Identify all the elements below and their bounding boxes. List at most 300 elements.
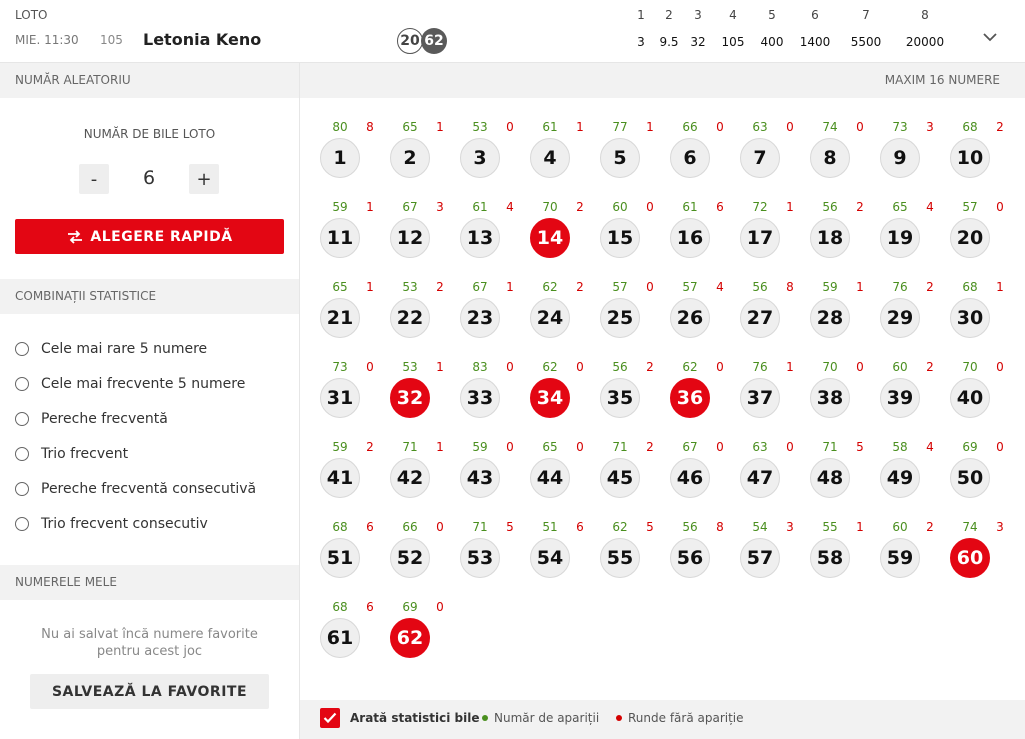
number-cell bbox=[600, 280, 670, 360]
appearances-count: 71 bbox=[402, 440, 418, 454]
number-ball[interactable]: 2 bbox=[390, 138, 430, 178]
rounds-without-count: 2 bbox=[926, 360, 934, 374]
number-cell bbox=[390, 600, 460, 680]
appearances-count: 68 bbox=[332, 520, 348, 534]
show-stats-checkbox[interactable] bbox=[320, 708, 340, 728]
drawn-ball: 62 bbox=[421, 28, 447, 54]
number-cell bbox=[600, 440, 670, 520]
appearances-count: 60 bbox=[892, 520, 908, 534]
number-ball[interactable]: 59 bbox=[880, 538, 920, 578]
number-cell bbox=[880, 520, 950, 600]
rounds-without-count: 0 bbox=[996, 200, 1004, 214]
drawn-balls bbox=[397, 28, 447, 54]
rounds-without-count: 1 bbox=[366, 200, 374, 214]
odds-value: 400 bbox=[760, 35, 784, 49]
legend-label: Runde fără apariție bbox=[628, 711, 744, 725]
number-cell bbox=[810, 520, 880, 600]
number-ball[interactable]: 47 bbox=[740, 458, 780, 498]
rounds-without-count: 4 bbox=[506, 200, 514, 214]
rounds-without-count: 1 bbox=[436, 120, 444, 134]
odds-hits: 5 bbox=[768, 8, 776, 22]
appearances-count: 80 bbox=[332, 120, 348, 134]
odds-hits: 2 bbox=[665, 8, 673, 22]
number-cell bbox=[530, 520, 600, 600]
appearances-count: 60 bbox=[892, 360, 908, 374]
radio-label: Trio frecvent consecutiv bbox=[41, 516, 208, 532]
appearances-count: 68 bbox=[962, 280, 978, 294]
radio-label: Pereche frecventă bbox=[41, 411, 168, 427]
number-ball[interactable]: 8 bbox=[810, 138, 850, 178]
appearances-count: 71 bbox=[612, 440, 628, 454]
appearances-count: 77 bbox=[612, 120, 628, 134]
red-dot-icon bbox=[616, 715, 622, 721]
number-ball[interactable]: 44 bbox=[530, 458, 570, 498]
appearances-count: 65 bbox=[332, 280, 348, 294]
number-ball[interactable]: 62 bbox=[390, 618, 430, 658]
appearances-count: 56 bbox=[752, 280, 768, 294]
number-ball[interactable]: 27 bbox=[740, 298, 780, 338]
number-ball[interactable]: 22 bbox=[390, 298, 430, 338]
number-cell bbox=[950, 520, 1020, 600]
number-ball[interactable]: 15 bbox=[600, 218, 640, 258]
odds-value: 105 bbox=[721, 35, 745, 49]
number-ball[interactable]: 30 bbox=[950, 298, 990, 338]
appearances-count: 72 bbox=[752, 200, 768, 214]
rounds-without-count: 0 bbox=[996, 360, 1004, 374]
rounds-without-count: 1 bbox=[856, 280, 864, 294]
rounds-without-count: 6 bbox=[716, 200, 724, 214]
appearances-count: 70 bbox=[822, 360, 838, 374]
odds-hits: 7 bbox=[862, 8, 870, 22]
increment-button[interactable]: + bbox=[189, 164, 219, 194]
odds-column bbox=[718, 8, 748, 49]
number-ball[interactable]: 29 bbox=[880, 298, 920, 338]
odds-value: 5500 bbox=[850, 35, 882, 49]
rounds-without-count: 1 bbox=[436, 440, 444, 454]
number-cell bbox=[950, 120, 1020, 200]
number-ball[interactable]: 42 bbox=[390, 458, 430, 498]
number-ball[interactable]: 38 bbox=[810, 378, 850, 418]
number-cell bbox=[740, 200, 810, 280]
number-cell bbox=[460, 360, 530, 440]
radio-icon bbox=[15, 447, 29, 461]
favorites-empty-message bbox=[0, 626, 299, 660]
number-cell bbox=[530, 200, 600, 280]
number-cell bbox=[670, 120, 740, 200]
draw-number: 105 bbox=[100, 33, 123, 47]
shuffle-icon bbox=[66, 229, 84, 245]
rounds-without-count: 3 bbox=[926, 120, 934, 134]
number-cell bbox=[950, 440, 1020, 520]
rounds-without-count: 2 bbox=[856, 200, 864, 214]
rounds-without-count: 2 bbox=[926, 280, 934, 294]
balls-count-label: NUMĂR DE BILE LOTO bbox=[83, 127, 216, 141]
number-cell bbox=[460, 520, 530, 600]
number-cell bbox=[880, 360, 950, 440]
appearances-count: 70 bbox=[542, 200, 558, 214]
odds-hits: 4 bbox=[729, 8, 737, 22]
appearances-count: 68 bbox=[962, 120, 978, 134]
appearances-count: 54 bbox=[752, 520, 768, 534]
rounds-without-count: 0 bbox=[716, 120, 724, 134]
favorites-section-title: NUMERELE MELE bbox=[0, 565, 299, 600]
appearances-count: 59 bbox=[332, 440, 348, 454]
rounds-without-count: 2 bbox=[996, 120, 1004, 134]
combinations-section-title: COMBINAȚII STATISTICE bbox=[0, 279, 299, 314]
number-ball[interactable]: 32 bbox=[390, 378, 430, 418]
radio-consecutive-pair[interactable] bbox=[15, 481, 256, 497]
number-cell bbox=[740, 280, 810, 360]
number-ball[interactable]: 23 bbox=[460, 298, 500, 338]
number-cell bbox=[950, 200, 1020, 280]
appearances-count: 69 bbox=[402, 600, 418, 614]
appearances-count: 73 bbox=[332, 360, 348, 374]
odds-hits: 1 bbox=[637, 8, 645, 22]
quick-pick-button[interactable] bbox=[15, 219, 284, 254]
rounds-without-count: 2 bbox=[646, 360, 654, 374]
number-cell bbox=[390, 280, 460, 360]
rounds-without-count: 5 bbox=[856, 440, 864, 454]
appearances-count: 56 bbox=[682, 520, 698, 534]
number-ball[interactable]: 56 bbox=[670, 538, 710, 578]
number-ball[interactable]: 61 bbox=[320, 618, 360, 658]
number-ball[interactable]: 46 bbox=[670, 458, 710, 498]
number-ball[interactable]: 21 bbox=[320, 298, 360, 338]
max-numbers-label: MAXIM 16 NUMERE bbox=[300, 63, 1025, 98]
number-ball[interactable]: 19 bbox=[880, 218, 920, 258]
rounds-without-count: 2 bbox=[576, 280, 584, 294]
number-cell bbox=[880, 200, 950, 280]
number-cell bbox=[810, 200, 880, 280]
radio-frequent-trio[interactable] bbox=[15, 446, 128, 462]
number-ball[interactable]: 26 bbox=[670, 298, 710, 338]
number-cell bbox=[320, 600, 390, 680]
appearances-count: 53 bbox=[402, 280, 418, 294]
number-cell bbox=[390, 200, 460, 280]
rounds-without-count: 1 bbox=[856, 520, 864, 534]
empty-message-line: pentru acest joc bbox=[96, 644, 203, 659]
number-cell bbox=[600, 200, 670, 280]
rounds-without-count: 2 bbox=[646, 440, 654, 454]
rounds-without-count: 4 bbox=[926, 200, 934, 214]
appearances-count: 65 bbox=[542, 440, 558, 454]
save-favorites-button[interactable]: SALVEAZĂ LA FAVORITE bbox=[30, 674, 269, 709]
number-cell bbox=[600, 360, 670, 440]
rounds-without-count: 0 bbox=[856, 360, 864, 374]
appearances-count: 67 bbox=[402, 200, 418, 214]
number-cell bbox=[740, 120, 810, 200]
rounds-without-count: 0 bbox=[716, 440, 724, 454]
rounds-without-count: 8 bbox=[786, 280, 794, 294]
random-section-title: NUMĂR ALEATORIU bbox=[0, 63, 299, 98]
appearances-count: 57 bbox=[612, 280, 628, 294]
number-cell bbox=[950, 360, 1020, 440]
number-cell bbox=[460, 200, 530, 280]
radio-most-frequent-5[interactable] bbox=[15, 376, 245, 392]
number-ball[interactable]: 16 bbox=[670, 218, 710, 258]
appearances-count: 62 bbox=[612, 520, 628, 534]
radio-consecutive-trio[interactable] bbox=[15, 516, 208, 532]
radio-icon bbox=[15, 377, 29, 391]
radio-label: Pereche frecventă consecutivă bbox=[41, 481, 257, 497]
odds-column bbox=[686, 8, 710, 49]
rounds-without-count: 0 bbox=[576, 360, 584, 374]
rounds-without-count: 6 bbox=[366, 520, 374, 534]
odds-column bbox=[796, 8, 834, 49]
appearances-count: 67 bbox=[682, 440, 698, 454]
number-ball[interactable]: 3 bbox=[460, 138, 500, 178]
number-ball[interactable]: 10 bbox=[950, 138, 990, 178]
rounds-without-count: 3 bbox=[786, 520, 794, 534]
rounds-without-count: 1 bbox=[786, 360, 794, 374]
rounds-without-count: 3 bbox=[436, 200, 444, 214]
appearances-count: 57 bbox=[962, 200, 978, 214]
rounds-without-count: 5 bbox=[506, 520, 514, 534]
number-ball[interactable]: 43 bbox=[460, 458, 500, 498]
odds-value: 20000 bbox=[905, 35, 945, 49]
appearances-count: 61 bbox=[472, 200, 488, 214]
rounds-without-count: 1 bbox=[996, 280, 1004, 294]
appearances-count: 61 bbox=[542, 120, 558, 134]
appearances-count: 65 bbox=[892, 200, 908, 214]
rounds-without-count: 1 bbox=[506, 280, 514, 294]
appearances-count: 57 bbox=[682, 280, 698, 294]
number-ball[interactable]: 11 bbox=[320, 218, 360, 258]
number-ball[interactable]: 17 bbox=[740, 218, 780, 258]
radio-icon bbox=[15, 517, 29, 531]
appearances-count: 71 bbox=[472, 520, 488, 534]
rounds-without-count: 0 bbox=[856, 120, 864, 134]
game-header bbox=[0, 0, 1025, 63]
rounds-without-count: 2 bbox=[436, 280, 444, 294]
number-cell bbox=[320, 200, 390, 280]
odds-column bbox=[756, 8, 788, 49]
appearances-count: 71 bbox=[822, 440, 838, 454]
legend-appearances bbox=[482, 711, 599, 725]
number-ball[interactable]: 33 bbox=[460, 378, 500, 418]
number-ball[interactable]: 37 bbox=[740, 378, 780, 418]
rounds-without-count: 1 bbox=[436, 360, 444, 374]
rounds-without-count: 4 bbox=[716, 280, 724, 294]
number-cell bbox=[670, 440, 740, 520]
number-cell bbox=[320, 440, 390, 520]
number-ball[interactable]: 14 bbox=[530, 218, 570, 258]
number-cell bbox=[670, 200, 740, 280]
game-title[interactable]: Letonia Keno bbox=[143, 30, 262, 49]
rounds-without-count: 0 bbox=[366, 360, 374, 374]
appearances-count: 76 bbox=[752, 360, 768, 374]
odds-column bbox=[900, 8, 950, 49]
rounds-without-count: 2 bbox=[926, 520, 934, 534]
appearances-count: 51 bbox=[542, 520, 558, 534]
number-cell bbox=[390, 360, 460, 440]
appearances-count: 59 bbox=[332, 200, 348, 214]
rounds-without-count: 2 bbox=[576, 200, 584, 214]
appearances-count: 73 bbox=[892, 120, 908, 134]
number-cell bbox=[810, 120, 880, 200]
rounds-without-count: 4 bbox=[926, 440, 934, 454]
number-ball[interactable]: 54 bbox=[530, 538, 570, 578]
appearances-count: 61 bbox=[682, 200, 698, 214]
appearances-count: 66 bbox=[682, 120, 698, 134]
empty-message-line: Nu ai salvat încă numere favorite bbox=[41, 627, 258, 642]
odds-column bbox=[630, 8, 652, 49]
number-ball[interactable]: 48 bbox=[810, 458, 850, 498]
number-ball[interactable]: 18 bbox=[810, 218, 850, 258]
number-cell bbox=[880, 120, 950, 200]
number-ball[interactable]: 13 bbox=[460, 218, 500, 258]
appearances-count: 63 bbox=[752, 120, 768, 134]
number-cell bbox=[600, 520, 670, 600]
odds-column bbox=[656, 8, 682, 49]
number-ball[interactable]: 6 bbox=[670, 138, 710, 178]
odds-hits: 8 bbox=[921, 8, 929, 22]
appearances-count: 53 bbox=[402, 360, 418, 374]
rounds-without-count: 1 bbox=[576, 120, 584, 134]
odds-value: 9.5 bbox=[659, 35, 679, 49]
number-ball[interactable]: 57 bbox=[740, 538, 780, 578]
number-ball[interactable]: 60 bbox=[950, 538, 990, 578]
number-ball[interactable]: 4 bbox=[530, 138, 570, 178]
number-ball[interactable]: 31 bbox=[320, 378, 360, 418]
appearances-count: 74 bbox=[822, 120, 838, 134]
number-cell bbox=[950, 280, 1020, 360]
number-ball[interactable]: 7 bbox=[740, 138, 780, 178]
rounds-without-count: 0 bbox=[506, 440, 514, 454]
quick-pick-label: ALEGERE RAPIDĂ bbox=[90, 228, 233, 245]
number-cell bbox=[810, 440, 880, 520]
radio-icon bbox=[15, 342, 29, 356]
number-cell bbox=[390, 520, 460, 600]
odds-column bbox=[845, 8, 887, 49]
chevron-down-icon[interactable] bbox=[981, 30, 999, 44]
show-stats-label[interactable]: Arată statistici bile bbox=[350, 711, 480, 725]
rounds-without-count: 1 bbox=[646, 120, 654, 134]
appearances-count: 69 bbox=[962, 440, 978, 454]
rounds-without-count: 0 bbox=[786, 120, 794, 134]
appearances-count: 74 bbox=[962, 520, 978, 534]
number-ball[interactable]: 41 bbox=[320, 458, 360, 498]
number-cell bbox=[460, 280, 530, 360]
appearances-count: 76 bbox=[892, 280, 908, 294]
rounds-without-count: 6 bbox=[366, 600, 374, 614]
number-cell bbox=[320, 360, 390, 440]
odds-hits: 3 bbox=[694, 8, 702, 22]
number-ball[interactable]: 51 bbox=[320, 538, 360, 578]
number-ball[interactable]: 9 bbox=[880, 138, 920, 178]
appearances-count: 60 bbox=[612, 200, 628, 214]
rounds-without-count: 0 bbox=[436, 600, 444, 614]
number-ball[interactable]: 34 bbox=[530, 378, 570, 418]
number-ball[interactable]: 24 bbox=[530, 298, 570, 338]
radio-rarest-5[interactable] bbox=[15, 341, 207, 357]
odds-value: 1400 bbox=[799, 35, 831, 49]
number-ball[interactable]: 12 bbox=[390, 218, 430, 258]
radio-icon bbox=[15, 412, 29, 426]
rounds-without-count: 0 bbox=[646, 280, 654, 294]
appearances-count: 66 bbox=[402, 520, 418, 534]
balls-count-value: 6 bbox=[142, 167, 156, 189]
number-ball[interactable]: 53 bbox=[460, 538, 500, 578]
rounds-without-count: 5 bbox=[646, 520, 654, 534]
radio-label: Cele mai rare 5 numere bbox=[41, 341, 208, 357]
number-cell bbox=[810, 360, 880, 440]
number-cell bbox=[880, 440, 950, 520]
drawn-ball: 20 bbox=[397, 28, 423, 54]
rounds-without-count: 3 bbox=[996, 520, 1004, 534]
appearances-count: 83 bbox=[472, 360, 488, 374]
appearances-count: 62 bbox=[682, 360, 698, 374]
number-ball[interactable]: 1 bbox=[320, 138, 360, 178]
number-ball[interactable]: 35 bbox=[600, 378, 640, 418]
rounds-without-count: 1 bbox=[786, 200, 794, 214]
number-ball[interactable]: 39 bbox=[880, 378, 920, 418]
draw-date: MIE. 11:30 bbox=[15, 33, 79, 47]
legend-rounds bbox=[616, 711, 744, 725]
number-cell bbox=[320, 280, 390, 360]
number-ball[interactable]: 5 bbox=[600, 138, 640, 178]
number-ball[interactable]: 36 bbox=[670, 378, 710, 418]
decrement-button[interactable]: - bbox=[79, 164, 109, 194]
radio-label: Cele mai frecvente 5 numere bbox=[41, 376, 246, 392]
number-ball[interactable]: 28 bbox=[810, 298, 850, 338]
number-ball[interactable]: 50 bbox=[950, 458, 990, 498]
number-cell bbox=[530, 440, 600, 520]
rounds-without-count: 0 bbox=[716, 360, 724, 374]
number-ball[interactable]: 52 bbox=[390, 538, 430, 578]
rounds-without-count: 0 bbox=[646, 200, 654, 214]
number-cell bbox=[670, 280, 740, 360]
number-ball[interactable]: 45 bbox=[600, 458, 640, 498]
number-ball[interactable]: 40 bbox=[950, 378, 990, 418]
checkmark-icon bbox=[323, 712, 337, 724]
number-cell bbox=[460, 440, 530, 520]
number-ball[interactable]: 20 bbox=[950, 218, 990, 258]
green-dot-icon bbox=[482, 715, 488, 721]
number-cell bbox=[810, 280, 880, 360]
number-ball[interactable]: 55 bbox=[600, 538, 640, 578]
number-cell bbox=[880, 280, 950, 360]
appearances-count: 70 bbox=[962, 360, 978, 374]
number-grid bbox=[300, 63, 1025, 703]
appearances-count: 67 bbox=[472, 280, 488, 294]
appearances-count: 59 bbox=[822, 280, 838, 294]
number-ball[interactable]: 58 bbox=[810, 538, 850, 578]
appearances-count: 58 bbox=[892, 440, 908, 454]
number-ball[interactable]: 49 bbox=[880, 458, 920, 498]
number-cell bbox=[740, 440, 810, 520]
rounds-without-count: 0 bbox=[506, 120, 514, 134]
number-ball[interactable]: 25 bbox=[600, 298, 640, 338]
radio-icon bbox=[15, 482, 29, 496]
number-cell bbox=[740, 360, 810, 440]
number-cell bbox=[530, 360, 600, 440]
appearances-count: 62 bbox=[542, 360, 558, 374]
rounds-without-count: 0 bbox=[786, 440, 794, 454]
rounds-without-count: 6 bbox=[576, 520, 584, 534]
number-grid-panel bbox=[300, 63, 1025, 739]
radio-frequent-pair[interactable] bbox=[15, 411, 168, 427]
rounds-without-count: 8 bbox=[366, 120, 374, 134]
appearances-count: 55 bbox=[822, 520, 838, 534]
number-cell bbox=[600, 120, 670, 200]
appearances-count: 68 bbox=[332, 600, 348, 614]
number-cell bbox=[390, 120, 460, 200]
left-panel bbox=[0, 63, 300, 739]
appearances-count: 59 bbox=[472, 440, 488, 454]
rounds-without-count: 0 bbox=[996, 440, 1004, 454]
number-cell bbox=[670, 360, 740, 440]
